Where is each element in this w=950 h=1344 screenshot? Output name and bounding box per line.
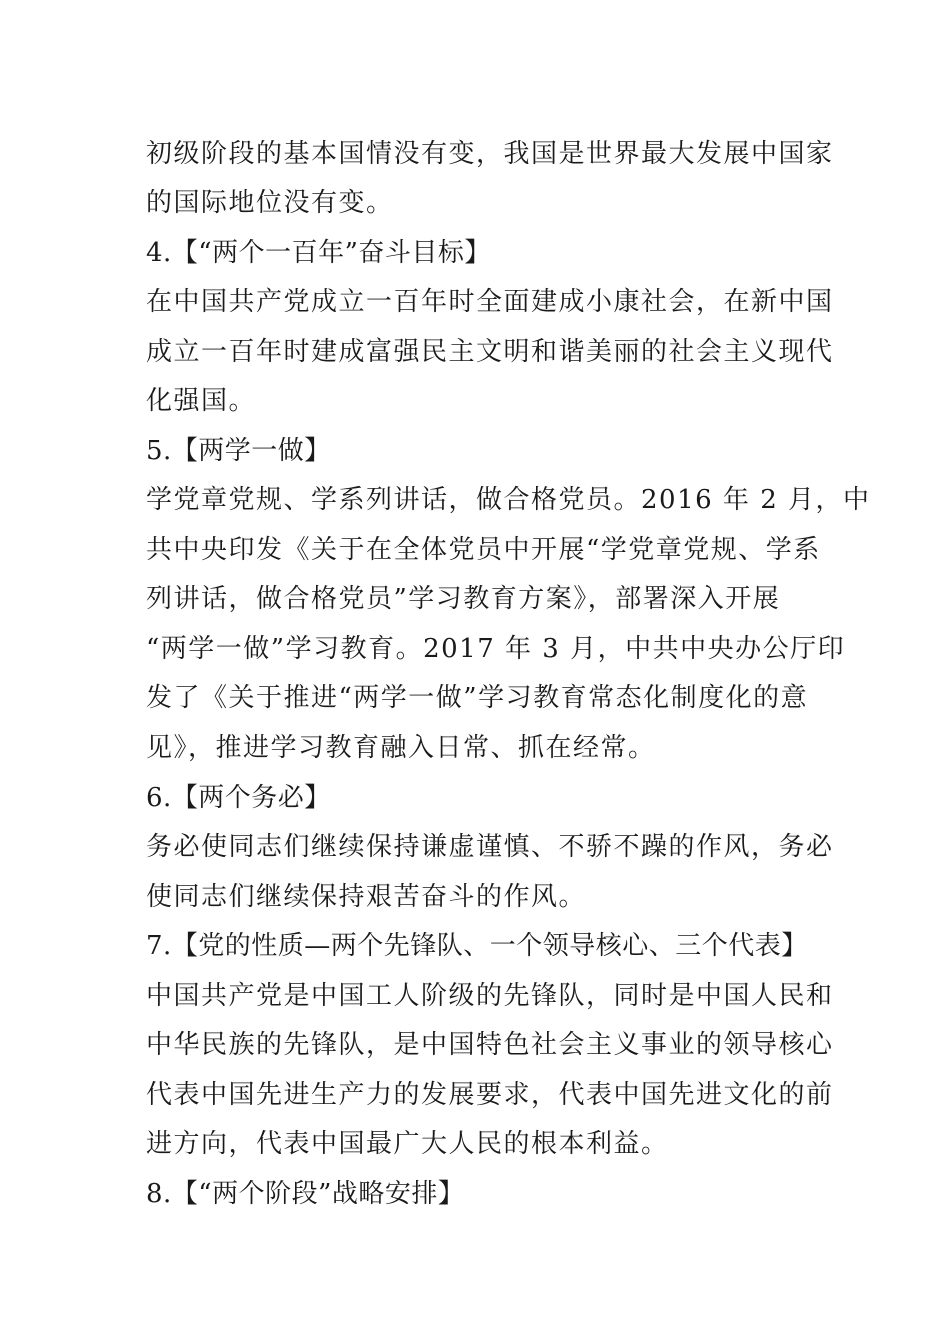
body-line: 代表中国先进生产力的发展要求，代表中国先进文化的前 (146, 1080, 834, 1110)
body-line: 成立一百年时建成富强民主文明和谐美丽的社会主义现代 (146, 337, 834, 367)
body-line: 中华民族的先锋队，是中国特色社会主义事业的领导核心 (146, 1030, 834, 1060)
body-line: 使同志们继续保持艰苦奋斗的作风。 (146, 882, 587, 912)
body-line: “两学一做”学习教育。2017 年 3 月，中共中央办公厅印 (146, 634, 846, 664)
section-heading: 4.【“两个一百年”奋斗目标】 (146, 238, 491, 268)
body-line: 学党章党规、学系列讲话，做合格党员。2016 年 2 月，中 (146, 485, 871, 515)
body-line: 在中国共产党成立一百年时全面建成小康社会，在新中国 (146, 287, 834, 317)
body-line: 发了《关于推进“两学一做”学习教育常态化制度化的意 (146, 683, 809, 713)
body-line: 初级阶段的基本国情没有变，我国是世界最大发展中国家 (146, 139, 834, 169)
body-line: 列讲话，做合格党员”学习教育方案》，部署深入开展 (146, 584, 781, 614)
body-line: 进方向，代表中国最广大人民的根本利益。 (146, 1129, 669, 1159)
body-line: 共中央印发《关于在全体党员中开展“学党章党规、学系 (146, 535, 821, 565)
section-heading: 7.【党的性质—两个先锋队、一个领导核心、三个代表】 (146, 931, 808, 961)
body-line: 务必使同志们继续保持谦虚谨慎、不骄不躁的作风，务必 (146, 832, 834, 862)
body-line: 的国际地位没有变。 (146, 188, 394, 218)
body-line: 化强国。 (146, 386, 257, 416)
body-line: 中国共产党是中国工人阶级的先锋队，同时是中国人民和 (146, 981, 834, 1011)
body-line: 见》，推进学习教育融入日常、抓在经常。 (146, 733, 656, 763)
section-heading: 5.【两学一做】 (146, 436, 331, 466)
section-heading: 6.【两个务必】 (146, 783, 331, 813)
section-heading: 8.【“两个阶段”战略安排】 (146, 1179, 465, 1209)
